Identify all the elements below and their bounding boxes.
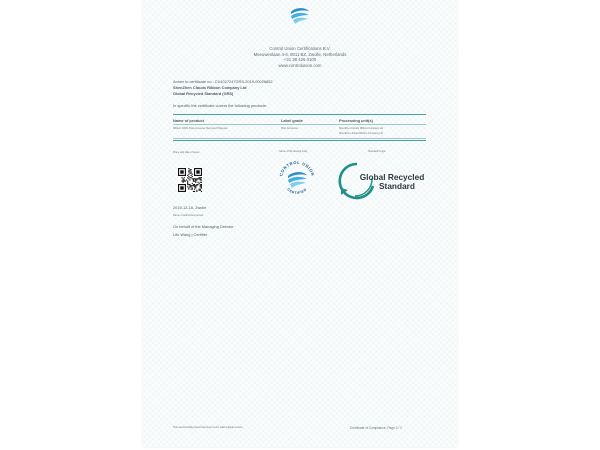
- seal-bottom-text: CERTIFIED: [286, 187, 308, 196]
- certifier-name: Lifu Wang | Certifier: [173, 232, 208, 237]
- standard-logo-label: Standard's logo:: [368, 150, 386, 153]
- certificate-page: [143, 0, 457, 447]
- footer-page-sep: /: [398, 426, 400, 430]
- control-union-seal: [276, 158, 318, 200]
- authorized-person-label: Name of authorized person:: [173, 214, 204, 217]
- footer-note: This electronically issued document is the valid original version.: [173, 426, 244, 429]
- footer-page: [350, 426, 402, 430]
- issuing-body-label: Name of the issuing body:: [279, 150, 308, 153]
- annex-number: CU1027247GRS-2019-00026852: [214, 79, 273, 84]
- qr-code: [178, 168, 202, 192]
- annex-label: Annex to certificate no.:: [173, 79, 214, 84]
- footer-page-number: 2: [395, 426, 398, 430]
- annex-company: ShenZhen Clouds Ribbon Company Ltd: [173, 85, 247, 90]
- issuer-name: Control Union Certifications B.V.: [269, 46, 331, 51]
- annex-standard: Global Recycled Standard (GRS): [173, 91, 234, 96]
- row-unit-2: ShenZhen Jinhao Ribbon Company Ltd: [339, 132, 383, 135]
- footer-page-total: 2: [400, 426, 402, 430]
- issuer-address: Meeuwenlaan 4-6, 8011 BZ, Zwolle, Netherlands: [253, 51, 347, 57]
- row-grade: Post-Consumer: [281, 127, 299, 130]
- table-bottom-rule-2: [173, 140, 426, 141]
- annex-line: [173, 79, 273, 84]
- on-behalf-text: On behalf of the Managing Director: [173, 224, 234, 229]
- issuer-phone: +31 38 426 0100: [283, 57, 317, 62]
- annex-intro: In specific the certificate covers the following products:: [173, 103, 267, 108]
- issuer-website: www.controlunion.com: [278, 62, 322, 68]
- grs-logo-line2: Standard: [379, 181, 415, 191]
- table-header-grade: Label grade: [281, 117, 303, 123]
- grs-logo-line1: Global Recycled: [359, 172, 425, 182]
- control-union-logo-icon: [289, 7, 311, 25]
- table-top-rule: [173, 114, 426, 115]
- footer-page-label: Certificate of Compliance, Page: [350, 426, 395, 430]
- grs-logo: [335, 160, 427, 202]
- table-header-product: Name of product: [173, 117, 204, 123]
- seal-top-text: CONTROL UNION: [278, 159, 316, 177]
- table-header-units: Processing unit(s): [339, 117, 373, 123]
- svg-text:CERTIFIED: [286, 187, 307, 195]
- place-label: Place and date of issue:: [173, 151, 200, 154]
- row-unit-1: ShenZhen Clouds Ribbon Company Ltd: [339, 127, 384, 130]
- row-product: Ribbon 100% Post-consumer Recycled Polyester: [173, 127, 228, 130]
- issue-date: 2019-12-18, Zwolle: [173, 205, 207, 210]
